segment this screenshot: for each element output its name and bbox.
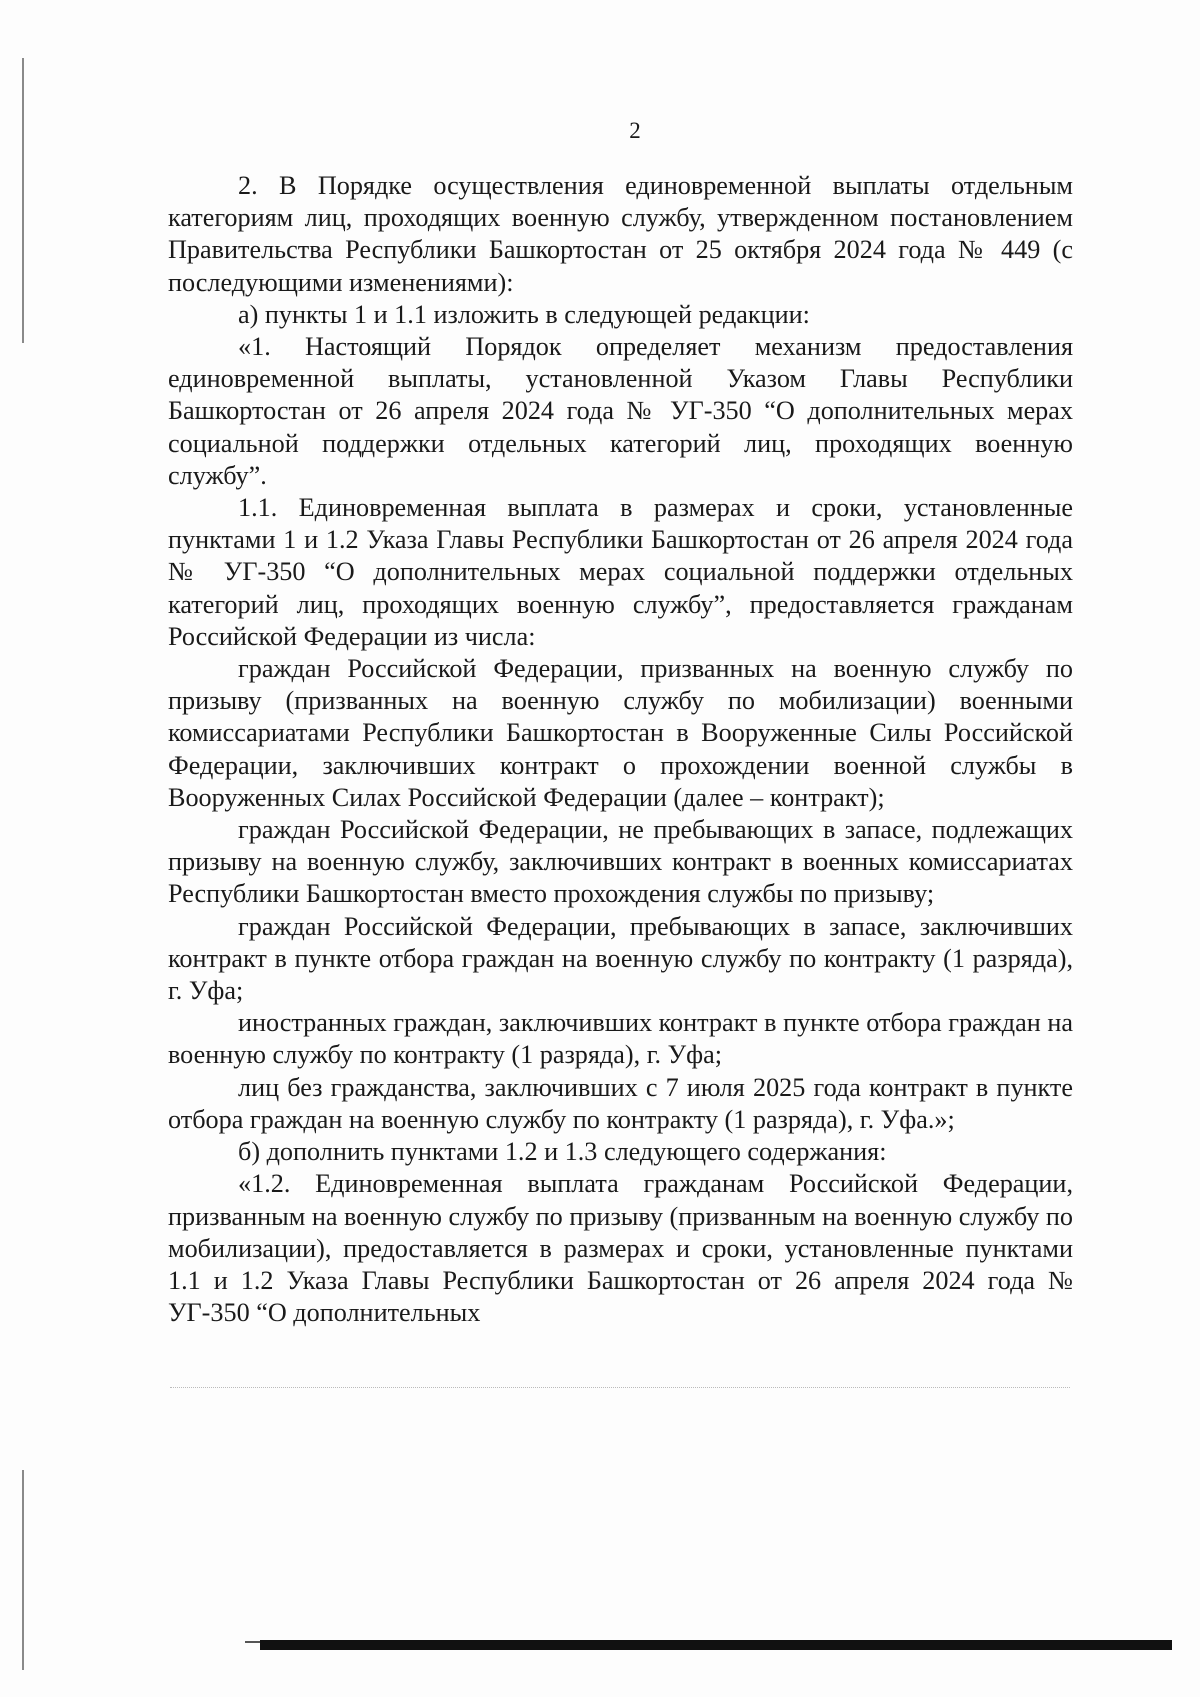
paragraph: граждан Российской Федерации, призванных на военную службу по призыву (призванных на военную службу по мобилизации) военными комиссариатами Республики Башкортостан в Вооруженные Силы Российской Федерации, заключивших контракт о прохождении военной службы в Вооруженных Силах Российской Федерации (далее – контракт); (168, 654, 1073, 812)
paragraph: 2. В Порядке осуществления единовременной выплаты отдельным категориям лиц, проходящих военную службу, утвержденном постановлением Правительства Республики Башкортостан от 25 октября 2024 года № 449 (с последующими изменениями): (168, 171, 1073, 297)
page-number: 2 (629, 118, 641, 143)
paragraph: а) пункты 1 и 1.1 изложить в следующей редакции: (238, 299, 810, 329)
paragraph: граждан Российской Федерации, не пребывающих в запасе, подлежащих призыву на военную службу, заключивших контракт в военных комиссариатах Республики Башкортостан вместо прохождения службы по призыву; (168, 815, 1073, 909)
paragraph: б) дополнить пунктами 1.2 и 1.3 следующего содержания: (238, 1137, 887, 1167)
scan-edge-mark (22, 58, 24, 343)
scan-bottom-bar (260, 1640, 1172, 1650)
scan-edge-mark (22, 1470, 24, 1670)
paragraph: «1. Настоящий Порядок определяет механизм предоставления единовременной выплаты, установленной Указом Главы Республики Башкортостан от 26 апреля 2024 года № УГ-350 “О дополнительных мерах социальной поддержки отдельных категорий лиц, проходящих военную службу”. (168, 332, 1073, 490)
paragraph: 1.1. Единовременная выплата в размерах и сроки, установленные пунктами 1 и 1.2 Указа Главы Республики Башкортостан от 26 апреля 2024 года № УГ-350 “О дополнительных мерах социальной поддержки отдельных категорий лиц, проходящих военную службу”, предоставляется гражданам Российской Федерации из числа: (168, 493, 1073, 651)
paragraph: граждан Российской Федерации, пребывающих в запасе, заключивших контракт в пункте отбора граждан на военную службу по контракту (1 разряда), г. Уфа; (168, 911, 1073, 1006)
paragraph: иностранных граждан, заключивших контракт в пункте отбора граждан на военную службу по контракту (1 разряда), г. Уфа; (168, 1008, 1073, 1070)
paragraph: «1.2. Единовременная выплата гражданам Российской Федерации, призванным на военную службу по призыву (призванным на военную службу по мобилизации), предоставляется в размерах и сроки, установленные пунктами 1.1 и 1.2 Указа Главы Республики Башкортостан от 26 апреля 2024 года № УГ-350 “О дополнительных (168, 1169, 1073, 1328)
document-body (168, 170, 1073, 1329)
paragraph: лиц без гражданства, заключивших с 7 июля 2025 года контракт в пункте отбора граждан на военную службу по контракту (1 разряда), г. Уфа.»; (168, 1072, 1073, 1134)
page-cut-line (170, 1387, 1070, 1389)
